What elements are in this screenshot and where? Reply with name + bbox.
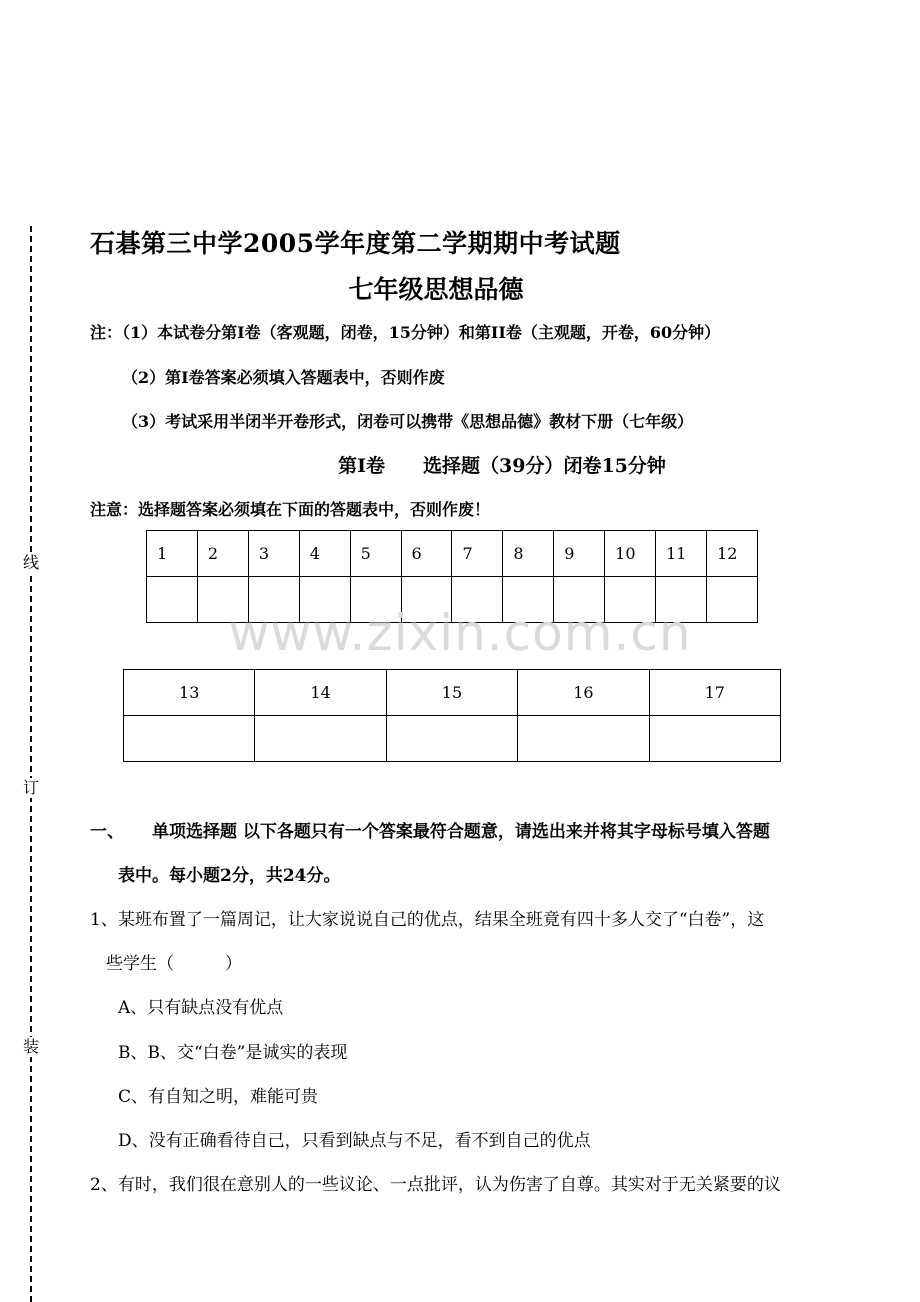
question-number-cell: 8 xyxy=(503,531,554,577)
binding-dashed-line xyxy=(30,226,32,1302)
answer-table-2-header-row xyxy=(124,670,781,716)
part1-title: 单项选择题 以下各题只有一个答案最符合题意，请选出来并将其字母标号填入答题 xyxy=(152,822,770,842)
binding-char-zhuang: 装 xyxy=(22,1037,39,1056)
question-1-option-b: B、B、交“白卷”是诚实的表现 xyxy=(118,1043,348,1063)
question-number-cell: 15 xyxy=(386,670,517,716)
question-number-cell: 2 xyxy=(197,531,248,577)
question-number-cell: 14 xyxy=(255,670,386,716)
answer-table-2-answer-row xyxy=(124,716,781,762)
exam-subtitle: 七年级思想品德 xyxy=(348,275,524,304)
part1-number: 一、 xyxy=(90,822,124,842)
question-number-cell: 11 xyxy=(656,531,707,577)
watermark: www.zixin.com.cn xyxy=(228,604,692,662)
question-1-option-c: C、有自知之明，难能可贵 xyxy=(118,1087,319,1107)
answer-table-1-header-row xyxy=(147,531,758,577)
answer-cell[interactable] xyxy=(518,716,649,762)
question-1-stem-cont: 些学生（ ） xyxy=(106,954,242,974)
question-number-cell: 12 xyxy=(707,531,758,577)
exam-title: 石碁第三中学2005学年度第二学期期中考试题 xyxy=(90,229,621,258)
question-number-cell: 9 xyxy=(554,531,605,577)
question-number-cell: 3 xyxy=(248,531,299,577)
question-1-stem: 1、某班布置了一篇周记，让大家说说自己的优点，结果全班竟有四十多人交了“白卷”，这 xyxy=(90,910,765,930)
binding-char-xian: 线 xyxy=(22,553,39,572)
question-1-option-a: A、只有缺点没有优点 xyxy=(118,998,284,1018)
answer-cell[interactable] xyxy=(124,716,255,762)
question-number-cell: 5 xyxy=(350,531,401,577)
section-heading: 第I卷 选择题（39分）闭卷15分钟 xyxy=(338,455,666,477)
part1-title-cont: 表中。每小题2分，共24分。 xyxy=(118,866,341,886)
question-2-stem: 2、有时，我们很在意别人的一些议论、一点批评，认为伤害了自尊。其实对于无关紧要的议 xyxy=(90,1175,781,1195)
answer-cell[interactable] xyxy=(649,716,780,762)
note-1: 注：（1）本试卷分第I卷（客观题，闭卷，15分钟）和第II卷（主观题，开卷，60分钟） xyxy=(90,323,721,342)
question-1-option-d: D、没有正确看待自己，只看到缺点与不足，看不到自己的优点 xyxy=(118,1131,591,1151)
note-3: （3）考试采用半闭半开卷形式，闭卷可以携带《思想品德》教材下册（七年级） xyxy=(122,412,694,431)
question-number-cell: 6 xyxy=(401,531,452,577)
answer-cell[interactable] xyxy=(255,716,386,762)
question-number-cell: 7 xyxy=(452,531,503,577)
question-number-cell: 1 xyxy=(147,531,198,577)
question-number-cell: 4 xyxy=(299,531,350,577)
question-number-cell: 16 xyxy=(518,670,649,716)
question-number-cell: 17 xyxy=(649,670,780,716)
answer-cell[interactable] xyxy=(386,716,517,762)
binding-char-ding: 订 xyxy=(22,778,39,797)
answer-table-2 xyxy=(123,669,781,762)
question-number-cell: 10 xyxy=(605,531,656,577)
note-2: （2）第I卷答案必须填入答题表中，否则作废 xyxy=(122,368,445,387)
answer-notice: 注意：选择题答案必须填在下面的答题表中，否则作废！ xyxy=(90,500,491,519)
question-number-cell: 13 xyxy=(124,670,255,716)
